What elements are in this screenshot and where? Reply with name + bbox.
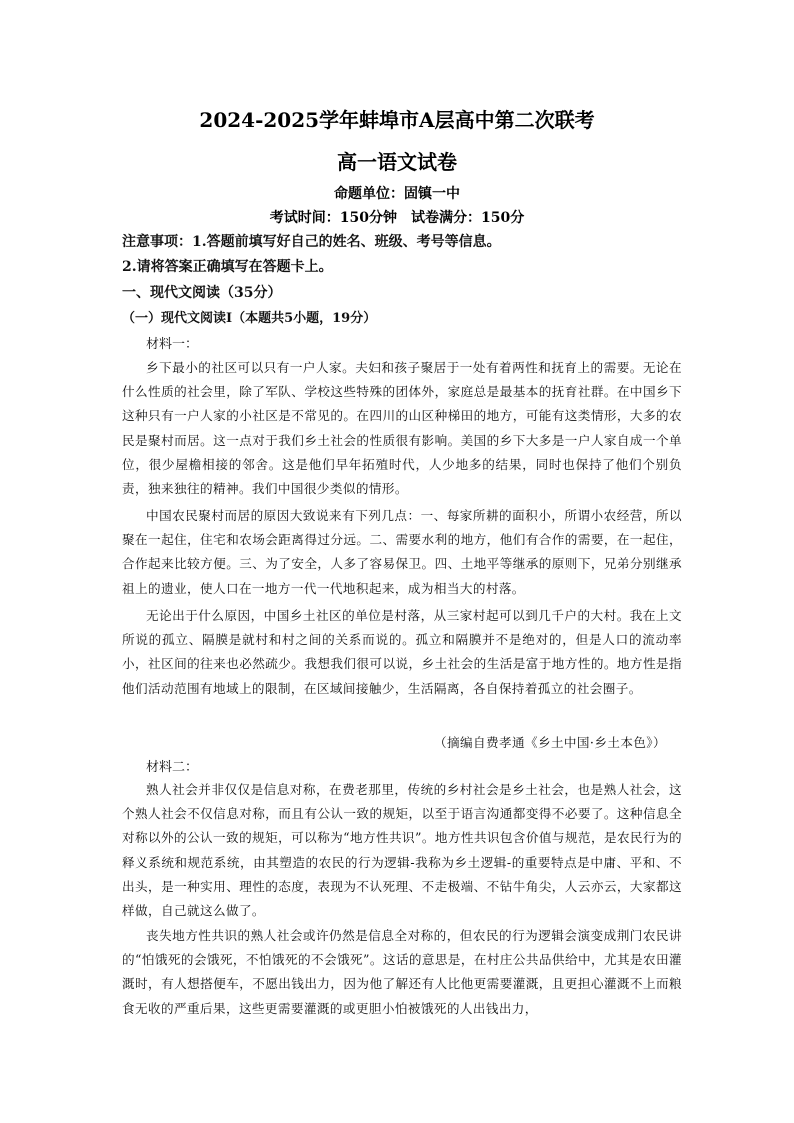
setting-unit: 命题单位：固镇一中 — [334, 186, 460, 202]
material-1-label: 材料一： — [146, 337, 199, 352]
notice-line-2: 2.请将答案正确填写在答题卡上。 — [122, 259, 333, 275]
material-1-paragraph-1: 乡下最小的社区可以只有一户人家。夫妇和孩子聚居于一处有着两性和抚育上的需要。无论在什么性质的社会里，除了军队、学校这些特殊的团体外，家庭总是最基本的抚育社群。在中国乡下这种只有一户人家的小社区是不常见的。在四川的山区种梯田的地方，可能有这类情形，大多的农民是聚村而居。这一点对于我们乡土社会的性质很有影响。美国的乡下大多是一户人家自成一个单位，很少屋檐相接的邻舍。这是他们早年拓殖时代，人少地多的结果，同时也保持了他们个别负责，独来独往的精神。我们中国很少类似的情形。 — [122, 360, 682, 497]
material-2-paragraph-1: 熟人社会并非仅仅是信息对称，在费老那里，传统的乡村社会是乡土社会，也是熟人社会，这个熟人社会不仅信息对称，而且有公认一致的规矩，以至于语言沟通都变得不必要了。这种信息全对称以外的公认一致的规矩，可以称为“地方性共识”。地方性共识包含价值与规范，是农民行为的释义系统和规范系统，由其塑造的农民的行为逻辑-我称为乡土逻辑-的重要特点是中庸、平和、不出头，是一种实用、理性的态度，表现为不认死理、不走极端、不钻牛角尖，人云亦云，大家都这样做，自己就这么做了。 — [122, 782, 682, 919]
notice-line-1: 注意事项：1.答题前填写好自己的姓名、班级、考号等信息。 — [122, 234, 501, 250]
material-1-paragraph-3: 无论出于什么原因，中国乡土社区的单位是村落，从三家村起可以到几千户的大村。我在上文所说的孤立、隔膜是就村和村之间的关系而说的。孤立和隔膜并不是绝对的，但是人口的流动率小，社区间的往来也必然疏少。我想我们很可以说，乡土社会的生活是富于地方性的。地方性是指他们活动范围有地域上的限制，在区域间接触少，生活隔离，各自保持着孤立的社会圈子。 — [122, 608, 682, 696]
exam-title: 2024-2025学年蚌埠市A层高中第二次联考 — [199, 108, 595, 132]
material-2-label: 材料二： — [146, 760, 199, 775]
material-1-paragraph-2: 中国农民聚村而居的原因大致说来有下列几点：一、每家所耕的面积小，所谓小农经营，所以聚在一起住，住宅和农场会距离得过分远。二、需要水利的地方，他们有合作的需要，在一起住，合作起来比较方便。三、为了安全，人多了容易保卫。四、土地平等继承的原则下，兄弟分别继承祖上的遗业，使人口在一地方一代一代地积起来，成为相当大的村落。 — [122, 508, 682, 596]
material-2-paragraph-2: 丧失地方性共识的熟人社会或许仍然是信息全对称的，但农民的行为逻辑会演变成荆门农民讲的“怕饿死的会饿死，不怕饿死的不会饿死”。这话的意思是，在村庄公共品供给中，尤其是农田灌溉时，有人想搭便车，不愿出钱出力，因为他了解还有人比他更需要灌溉，且更担心灌溉不上而粮食无收的严重后果，这些更需要灌溉的或更胆小怕被饿死的人出钱出力， — [122, 928, 682, 1016]
subsection-heading: （一）现代文阅读Ⅰ（本题共5小题，19分） — [122, 311, 377, 326]
material-1-source: （摘编自费孝通《乡土中国·乡土本色》） — [434, 735, 666, 750]
section-heading: 一、现代文阅读（35分） — [122, 285, 282, 301]
time-and-score: 考试时间：150分钟 试卷满分：150分 — [269, 210, 525, 226]
paper-title: 高一语文试卷 — [337, 150, 457, 174]
